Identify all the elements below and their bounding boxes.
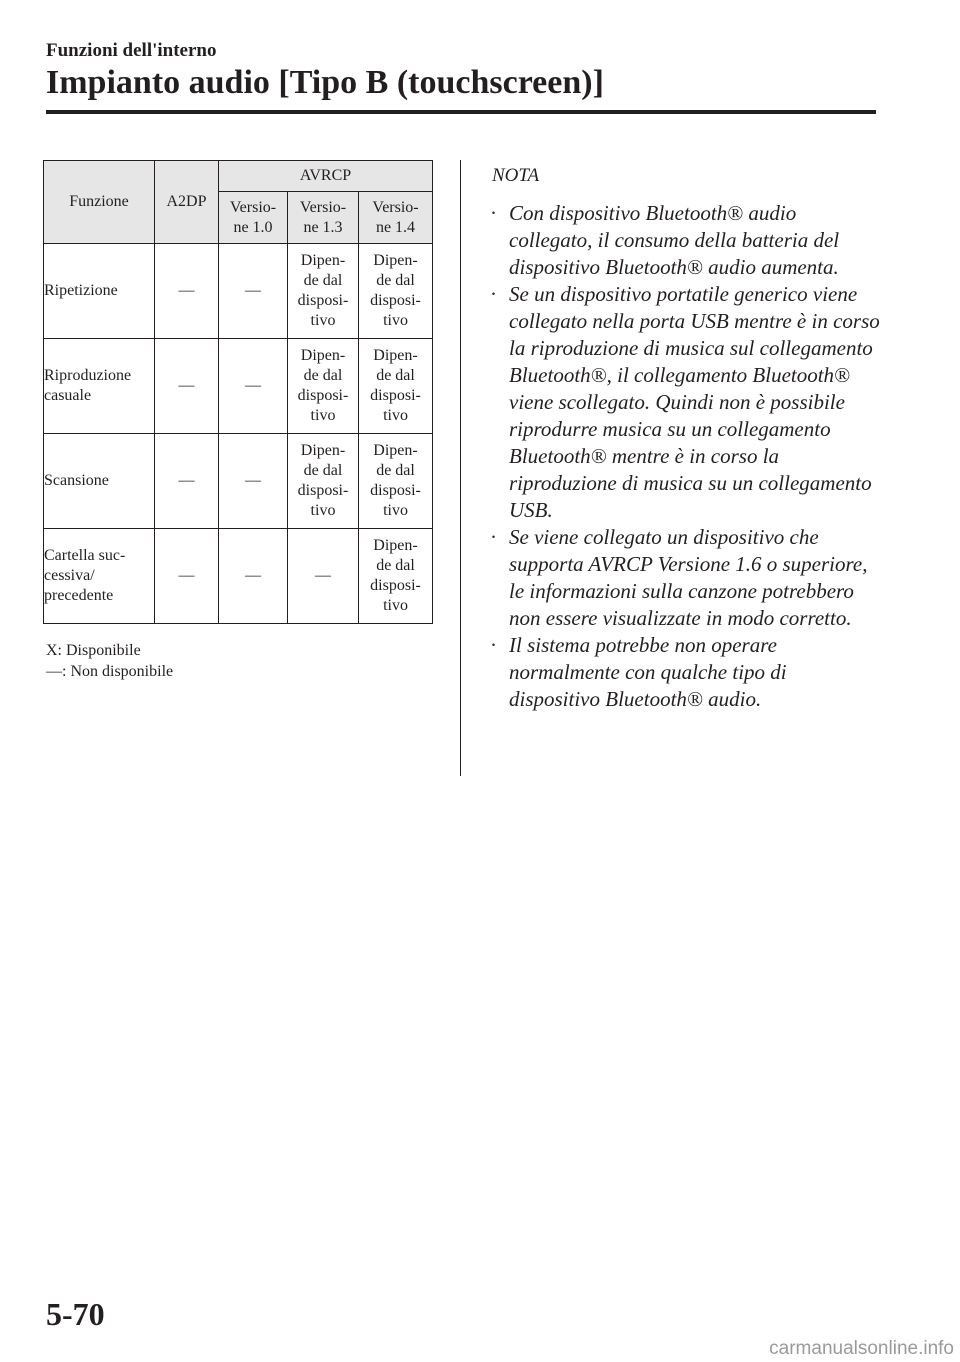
- a2dp-cell: —: [155, 339, 219, 434]
- bullet-icon: ·: [490, 633, 497, 657]
- page-number: 5-70: [46, 1296, 105, 1332]
- table-row: [44, 339, 433, 434]
- header-version-1-0: Versio- ne 1.0: [219, 192, 288, 244]
- note-item: [490, 524, 880, 632]
- function-name: Ripetizione: [44, 244, 155, 339]
- note-item: [490, 200, 880, 281]
- a2dp-cell: —: [155, 244, 219, 339]
- table-row: [44, 529, 433, 624]
- v13-cell: Dipen- de dal disposi- tivo: [288, 434, 359, 529]
- v13-cell: Dipen- de dal disposi- tivo: [288, 339, 359, 434]
- column-divider: [460, 160, 461, 776]
- header-a2dp: A2DP: [155, 161, 219, 244]
- header-avrcp: AVRCP: [219, 161, 433, 192]
- v14-cell: Dipen- de dal disposi- tivo: [359, 529, 433, 624]
- v14-cell: Dipen- de dal disposi- tivo: [359, 434, 433, 529]
- section-label: Funzioni dell'interno: [46, 40, 217, 61]
- note-item-text: Con dispositivo Bluetooth® audio collegato, il consumo della batteria del dispositivo Bluetooth® audio aumenta.: [509, 201, 840, 279]
- function-name: Cartella suc- cessiva/ precedente: [44, 529, 155, 624]
- page-title: Impianto audio [Tipo B (touchscreen)]: [46, 64, 604, 101]
- note-item-text: Se un dispositivo portatile generico viene collegato nella porta USB mentre è in corso la riproduzione di musica sul collegamento Bluetooth®, il collegamento Bluetooth® viene scollegato. Quindi non è possibile riprodurre musica su un collegamento Bluetooth® mentre è in corso la riproduzione di musica su un collegamento USB.: [509, 282, 880, 522]
- function-name: Riproduzione casuale: [44, 339, 155, 434]
- watermark: carmanualsonline.info: [769, 1338, 954, 1359]
- v10-cell: —: [219, 244, 288, 339]
- a2dp-cell: —: [155, 434, 219, 529]
- header-version-1-4: Versio- ne 1.4: [359, 192, 433, 244]
- note-item: [490, 632, 880, 713]
- note-title: NOTA: [492, 165, 540, 186]
- title-rule: [46, 110, 876, 114]
- table-legend: [46, 640, 173, 682]
- note-list: [490, 200, 880, 713]
- v14-cell: Dipen- de dal disposi- tivo: [359, 244, 433, 339]
- note-item: [490, 281, 880, 524]
- v14-cell: Dipen- de dal disposi- tivo: [359, 339, 433, 434]
- bullet-icon: ·: [490, 525, 497, 549]
- bullet-icon: ·: [490, 282, 497, 306]
- header-version-1-3: Versio- ne 1.3: [288, 192, 359, 244]
- v10-cell: —: [219, 434, 288, 529]
- note-item-text: Il sistema potrebbe non operare normalmente con qualche tipo di dispositivo Bluetooth® audio.: [509, 633, 787, 711]
- legend-unavailable: —: Non disponibile: [46, 663, 174, 680]
- note-item-text: Se viene collegato un dispositivo che supporta AVRCP Versione 1.6 o superiore, le informazioni sulla canzone potrebbero non essere visualizzate in modo corretto.: [509, 525, 868, 630]
- v10-cell: —: [219, 529, 288, 624]
- function-name: Scansione: [44, 434, 155, 529]
- header-funzione: Funzione: [44, 161, 155, 244]
- v13-cell: Dipen- de dal disposi- tivo: [288, 244, 359, 339]
- table-row: [44, 434, 433, 529]
- v10-cell: —: [219, 339, 288, 434]
- a2dp-cell: —: [155, 529, 219, 624]
- bullet-icon: ·: [490, 201, 497, 225]
- legend-available: X: Disponibile: [46, 642, 141, 659]
- table-row: [44, 244, 433, 339]
- v13-cell: —: [288, 529, 359, 624]
- feature-compatibility-table: [43, 160, 433, 624]
